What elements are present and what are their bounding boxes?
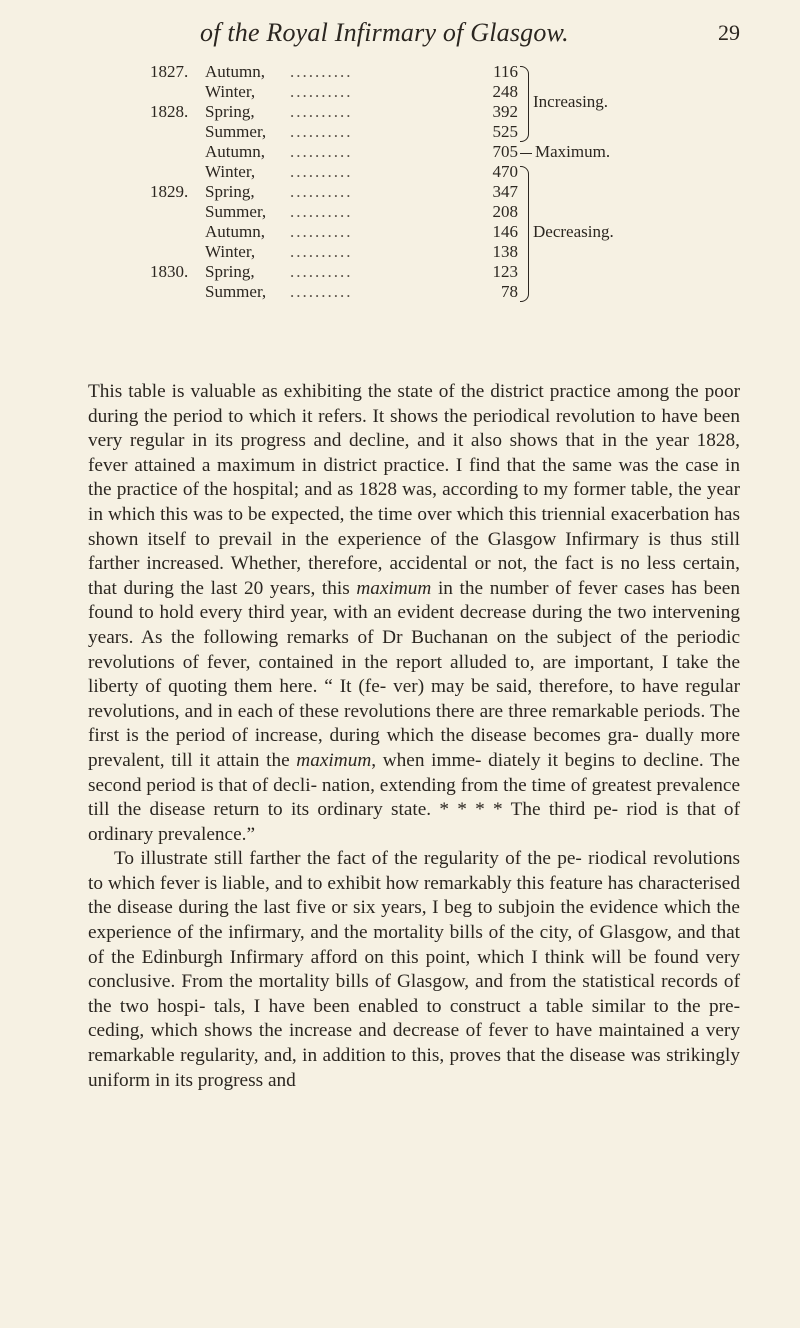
fever-cases-table [150,62,710,382]
row-value: 208 [492,202,518,221]
emphasis-maximum: maximum [296,749,372,771]
row-leader-dots: .......... [290,62,353,81]
paragraph-text: To illustrate still farther the fact of the regularity of the pe- riodical revolutions to which fever is liable, and to exhibit how remarkably this feature has characterised the disease during the last five or six years, I beg to subjoin the evidence which the experience of the infirmary, and the mortality bills of the city, of Glasgow, and that of the Edinburgh Infirmary afford on this point, which I think will be found very conclusive. From the mortality bills of Glasgow, and from the statistical records of the two hospi- tals, I have been enabled to construct a table similar to the pre- ceding, which shows the increase and decrease of fever to have maintained a very remarkable regularity, and, in addition to this, proves that the disease was strikingly uniform in its progress and [88,848,740,1091]
row-season: Autumn, [205,62,265,81]
row-leader-dots: .......... [290,202,353,221]
row-value: 146 [492,222,518,241]
row-value: 470 [492,162,518,181]
row-season: Spring, [205,262,255,281]
paragraph [88,847,740,1093]
row-season: Winter, [205,82,256,101]
row-leader-dots: .......... [290,142,353,161]
row-value: 525 [492,122,518,141]
running-title: of the Royal Infirmary of Glasgow. [200,18,569,47]
row-year: 1829. [150,182,189,201]
row-value: 78 [501,282,518,301]
row-leader-dots: .......... [290,262,353,281]
row-leader-dots: .......... [290,82,353,101]
row-leader-dots: .......... [290,282,353,301]
paragraph-text: , when imme- diately it begins to decline. The second period is that of decli- nation, extending from the time of greatest prevalence till the disease return to its ordinary state. * * * * The third pe- riod is that of ordinary prevalence.” [88,749,740,845]
increasing-label: Increasing. [533,92,609,111]
row-season: Summer, [205,202,267,221]
row-leader-dots: .......... [290,102,353,121]
row-year: 1828. [150,102,189,121]
row-season: Winter, [205,162,256,181]
row-year: 1827. [150,62,189,81]
increasing-brace [520,66,529,142]
decreasing-brace [520,166,529,302]
row-value: 392 [492,102,518,121]
body-text [88,380,740,1093]
maximum-dash [520,153,532,154]
row-leader-dots: .......... [290,122,353,141]
row-value: 347 [492,182,518,201]
paragraph [88,380,740,847]
row-year: 1830. [150,262,189,281]
row-leader-dots: .......... [290,182,353,201]
running-head [200,18,740,54]
row-leader-dots: .......... [290,162,353,181]
decreasing-label: Decreasing. [533,222,614,241]
row-value: 116 [493,62,518,81]
row-season: Summer, [205,122,267,141]
row-value: 138 [492,242,518,261]
maximum-label: Maximum. [535,142,611,161]
row-value: 705 [492,142,518,161]
row-leader-dots: .......... [290,242,353,261]
row-season: Spring, [205,182,255,201]
emphasis-maximum: maximum [356,577,432,599]
row-season: Spring, [205,102,255,121]
row-season: Summer, [205,282,267,301]
paragraph-text: This table is valuable as exhibiting the state of the district practice among the poor during the period to which it refers. It shows the periodical revolution to have been very regular in its progress and decline, and it also shows that in the year 1828, fever attained a maximum in district practice. I find that the same was the case in the practice of the hospital; and as 1828 was, according to my former table, the year in which this was to be expected, the time over which this triennial exacerbation has shown itself to prevail in the experience of the Glasgow Infirmary is thus still farther increased. Whether, therefore, accidental or not, the fact is no less certain, that during the last 20 years, this [88,381,740,599]
row-season: Winter, [205,242,256,261]
page-number: 29 [718,20,740,45]
row-value: 248 [492,82,518,101]
row-season: Autumn, [205,222,265,241]
paragraph-text: in the number of fever cases has been found to hold every third year, with an evident decrease during the two intervening years. As the following remarks of Dr Buchanan on the subject of the periodic revolutions of fever, contained in the report alluded to, are important, I take the liberty of quoting them here. “ It (fe- ver) may be said, therefore, to have regular revolutions, and in each of these revolutions there are three remarkable periods. The first is the period of increase, during which the disease becomes gra- dually more prevalent, till it attain the [88,577,740,771]
row-season: Autumn, [205,142,265,161]
row-leader-dots: .......... [290,222,353,241]
row-value: 123 [492,262,518,281]
